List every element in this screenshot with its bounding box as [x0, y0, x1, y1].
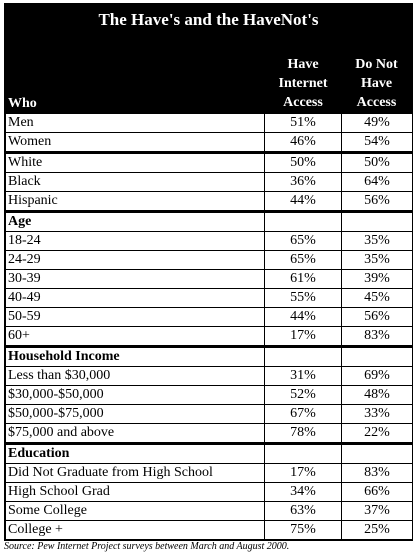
row-label: 60+ [6, 327, 265, 347]
section-empty-cell [265, 347, 342, 367]
section-header-row [6, 444, 413, 464]
have-access-value: 78% [265, 424, 342, 444]
have-access-value: 55% [265, 289, 342, 308]
have-access-value: 52% [265, 386, 342, 405]
row-label: 40-49 [6, 289, 265, 308]
table-row [6, 367, 413, 386]
have-access-value: 67% [265, 405, 342, 424]
no-access-value: 25% [342, 521, 413, 540]
no-access-value: 54% [342, 133, 413, 153]
have-access-value: 31% [265, 367, 342, 386]
section-header-row [6, 212, 413, 232]
no-access-value: 49% [342, 114, 413, 133]
table-row [6, 502, 413, 521]
row-label: College + [6, 521, 265, 540]
row-label: 24-29 [6, 251, 265, 270]
row-label: $30,000-$50,000 [6, 386, 265, 405]
table-row [6, 270, 413, 289]
table-row [6, 114, 413, 133]
table-row [6, 327, 413, 347]
no-access-value: 66% [342, 483, 413, 502]
row-label: High School Grad [6, 483, 265, 502]
table-row [6, 521, 413, 540]
source-note: Source: Pew Internet Project surveys between March and August 2000. [4, 541, 290, 552]
section-label: Education [6, 444, 265, 464]
have-access-value: 44% [265, 192, 342, 212]
table-row [6, 133, 413, 153]
have-access-value: 63% [265, 502, 342, 521]
no-access-value: 35% [342, 232, 413, 251]
no-access-value: 33% [342, 405, 413, 424]
no-access-value: 50% [342, 153, 413, 173]
have-access-value: 34% [265, 483, 342, 502]
data-table [5, 113, 413, 540]
no-access-value: 45% [342, 289, 413, 308]
have-access-value: 36% [265, 173, 342, 192]
row-label: Some College [6, 502, 265, 521]
have-access-value: 17% [265, 464, 342, 483]
section-label: Age [6, 212, 265, 232]
section-empty-cell [265, 212, 342, 232]
table-row [6, 153, 413, 173]
row-label: 30-39 [6, 270, 265, 289]
column-header-band [5, 36, 412, 113]
section-label: Household Income [6, 347, 265, 367]
no-access-value: 48% [342, 386, 413, 405]
have-access-value: 65% [265, 232, 342, 251]
table-row [6, 386, 413, 405]
have-access-value: 50% [265, 153, 342, 173]
no-access-value: 22% [342, 424, 413, 444]
no-access-value: 64% [342, 173, 413, 192]
row-label: Men [6, 114, 265, 133]
row-label: Women [6, 133, 265, 153]
section-empty-cell [265, 444, 342, 464]
row-label: White [6, 153, 265, 173]
header-not-access [341, 55, 412, 112]
header-have-access [265, 55, 341, 112]
header-who: Who [8, 96, 37, 111]
row-label: 50-59 [6, 308, 265, 327]
row-label: 18-24 [6, 232, 265, 251]
table-row [6, 173, 413, 192]
table-row [6, 192, 413, 212]
header-not-line-2: Have [360, 76, 393, 91]
section-empty-cell [342, 212, 413, 232]
header-have-line-1: Have [287, 57, 319, 72]
row-label: Did Not Graduate from High School [6, 464, 265, 483]
have-access-value: 46% [265, 133, 342, 153]
no-access-value: 83% [342, 327, 413, 347]
table-row [6, 464, 413, 483]
row-label: Hispanic [6, 192, 265, 212]
no-access-value: 83% [342, 464, 413, 483]
header-have-line-3: Access [283, 95, 323, 110]
row-label: Less than $30,000 [6, 367, 265, 386]
have-access-value: 51% [265, 114, 342, 133]
no-access-value: 56% [342, 192, 413, 212]
table-row [6, 424, 413, 444]
header-not-line-3: Access [356, 95, 397, 110]
no-access-value: 37% [342, 502, 413, 521]
table-row [6, 289, 413, 308]
section-empty-cell [342, 347, 413, 367]
table-row [6, 232, 413, 251]
row-label: Black [6, 173, 265, 192]
no-access-value: 69% [342, 367, 413, 386]
have-access-value: 61% [265, 270, 342, 289]
have-access-value: 75% [265, 521, 342, 540]
have-access-value: 65% [265, 251, 342, 270]
row-label: $50,000-$75,000 [6, 405, 265, 424]
table-frame [4, 3, 413, 541]
table-row [6, 405, 413, 424]
have-access-value: 17% [265, 327, 342, 347]
table-row [6, 308, 413, 327]
header-have-line-2: Internet [278, 76, 328, 91]
no-access-value: 56% [342, 308, 413, 327]
no-access-value: 35% [342, 251, 413, 270]
table-title: The Have's and the HaveNot's [5, 4, 412, 36]
no-access-value: 39% [342, 270, 413, 289]
row-label: $75,000 and above [6, 424, 265, 444]
table-row [6, 483, 413, 502]
have-access-value: 44% [265, 308, 342, 327]
section-empty-cell [342, 444, 413, 464]
section-header-row [6, 347, 413, 367]
table-row [6, 251, 413, 270]
header-not-line-1: Do Not [355, 57, 398, 72]
